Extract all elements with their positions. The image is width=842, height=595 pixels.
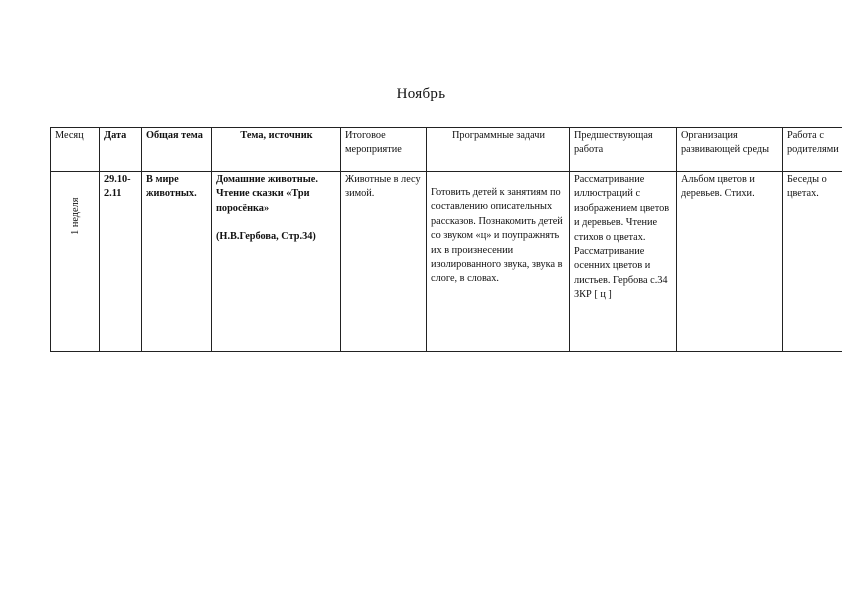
- topic-cell: [212, 172, 341, 352]
- page-title: Ноябрь: [396, 86, 446, 102]
- parents-cell: Беседы о цветах.: [783, 172, 842, 352]
- preceding-work-cell: [570, 172, 677, 352]
- header-program-tasks: Программные задачи: [427, 128, 570, 172]
- header-preceding-work: Предшествующая работа: [570, 128, 677, 172]
- plan-table: [50, 127, 842, 352]
- week-cell: [51, 172, 100, 352]
- header-final-event: Итоговое мероприятие: [341, 128, 427, 172]
- topic-source: (Н.В.Гербова, Стр.34): [216, 231, 316, 243]
- header-date: Дата: [100, 128, 142, 172]
- topic-text: Домашние животные. Чтение сказки «Три поросёнка»: [216, 174, 318, 214]
- header-topic-sources: Тема, источник: [212, 128, 341, 172]
- environment-cell: Альбом цветов и деревьев. Стихи.: [677, 172, 783, 352]
- table-row: [51, 172, 842, 352]
- header-parents: Работа с родителями: [783, 128, 842, 172]
- header-environment: Организация развивающей среды: [677, 128, 783, 172]
- preceding-work-extra: ЗКР [ ц ]: [574, 289, 612, 301]
- preceding-work-text: Рассматривание иллюстраций с изображением цветов и деревьев. Чтение стихов о цветах. Рассматривание осенних цветов и листьев. Гербова с.34: [574, 174, 670, 286]
- program-tasks-cell: Готовить детей к занятиям по составлению описательных рассказов. Познакомить детей со звуком «ц» и поупражнять их в произнесении изолированного звука, звука в слоге, в словах.: [427, 172, 570, 352]
- week-label: 1 неделя: [69, 197, 81, 235]
- header-row: [51, 128, 842, 172]
- header-month: Месяц: [51, 128, 100, 172]
- final-event-cell: Животные в лесу зимой.: [341, 172, 427, 352]
- header-general-topic: Общая тема: [142, 128, 212, 172]
- general-topic-cell: В мире животных.: [142, 172, 212, 352]
- date-cell: 29.10-2.11: [100, 172, 142, 352]
